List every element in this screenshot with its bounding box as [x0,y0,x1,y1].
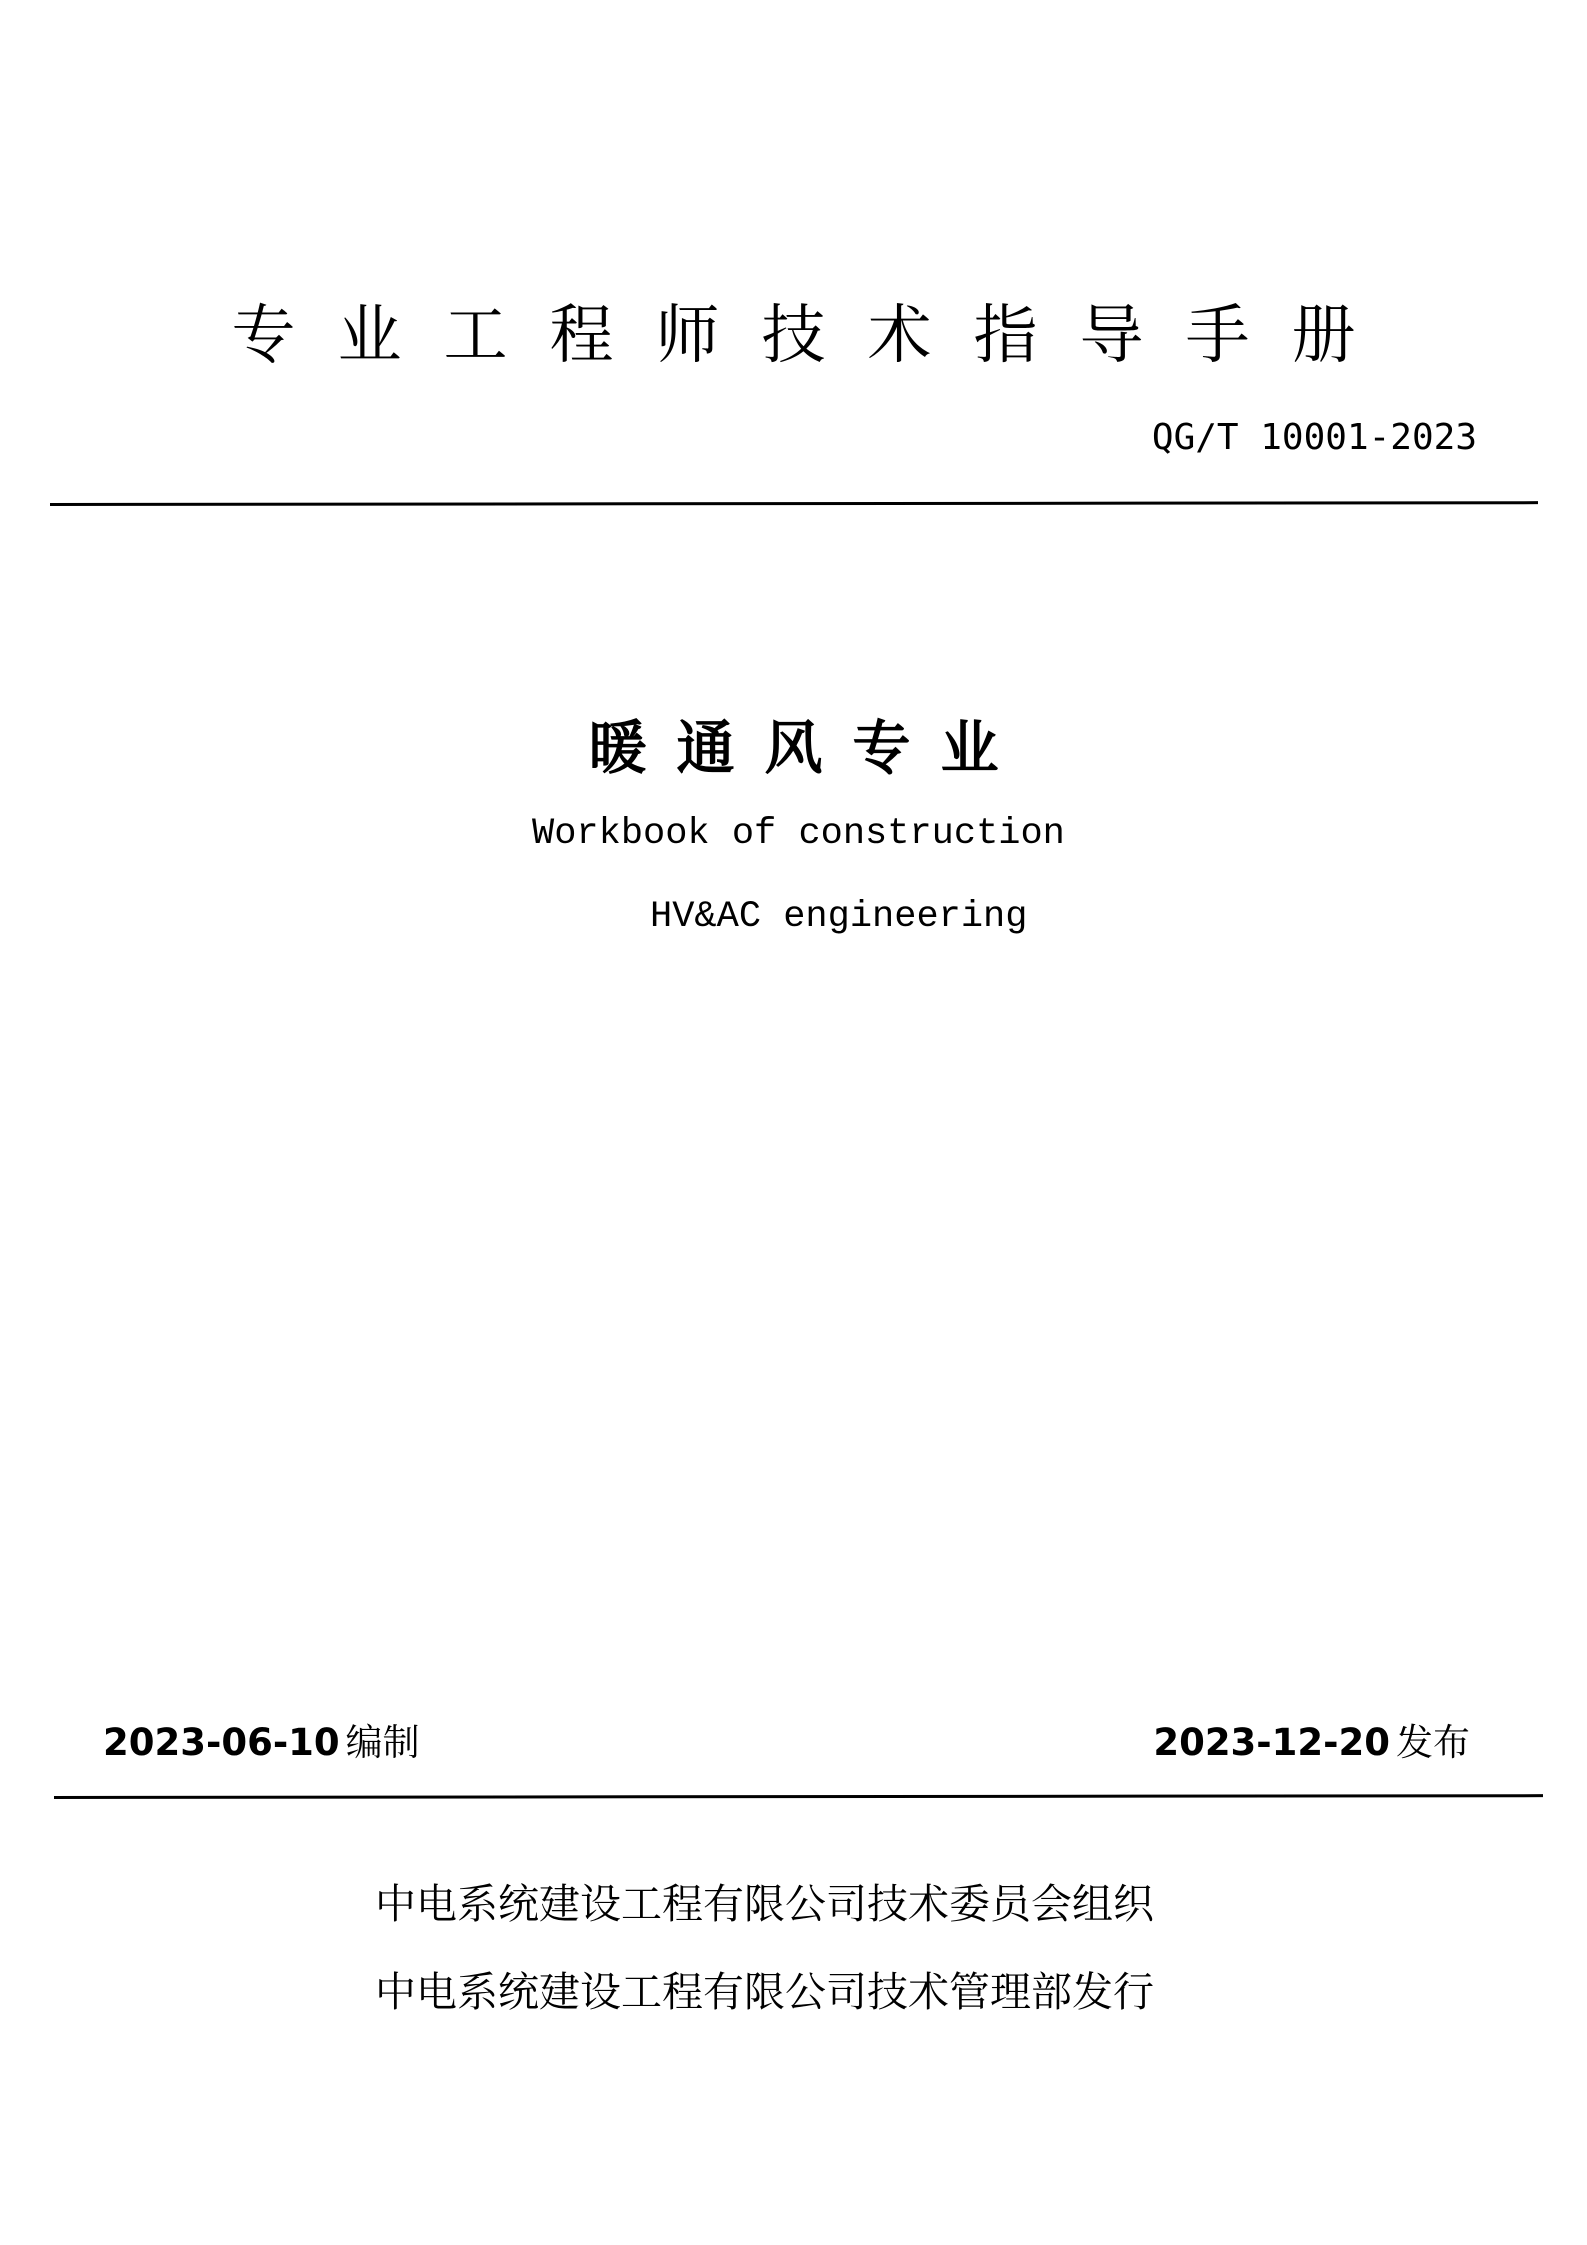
released-date-block [1153,1719,1470,1767]
organizer-line: 中电系统建设工程有限公司技术委员会组织 [375,1880,1154,1928]
released-label: 发布 [1396,1721,1470,1764]
top-divider [50,501,1538,506]
standard-number: QG/T 10001-2023 [1151,417,1477,458]
english-title-line-2: HV&AC engineering [650,896,1028,938]
publisher-line: 中电系统建设工程有限公司技术管理部发行 [375,1968,1154,2016]
compiled-label: 编制 [345,1721,420,1764]
compiled-date-block [103,1719,420,1767]
subject-title: 暖通风专业 [588,714,1029,782]
document-title: 专业工程师技术指导手册 [231,299,1398,373]
bottom-divider [54,1794,1543,1799]
english-title-line-1: Workbook of construction [532,813,1065,855]
compiled-date: 2023-06-10 [103,1721,340,1764]
released-date: 2023-12-20 [1153,1721,1390,1764]
